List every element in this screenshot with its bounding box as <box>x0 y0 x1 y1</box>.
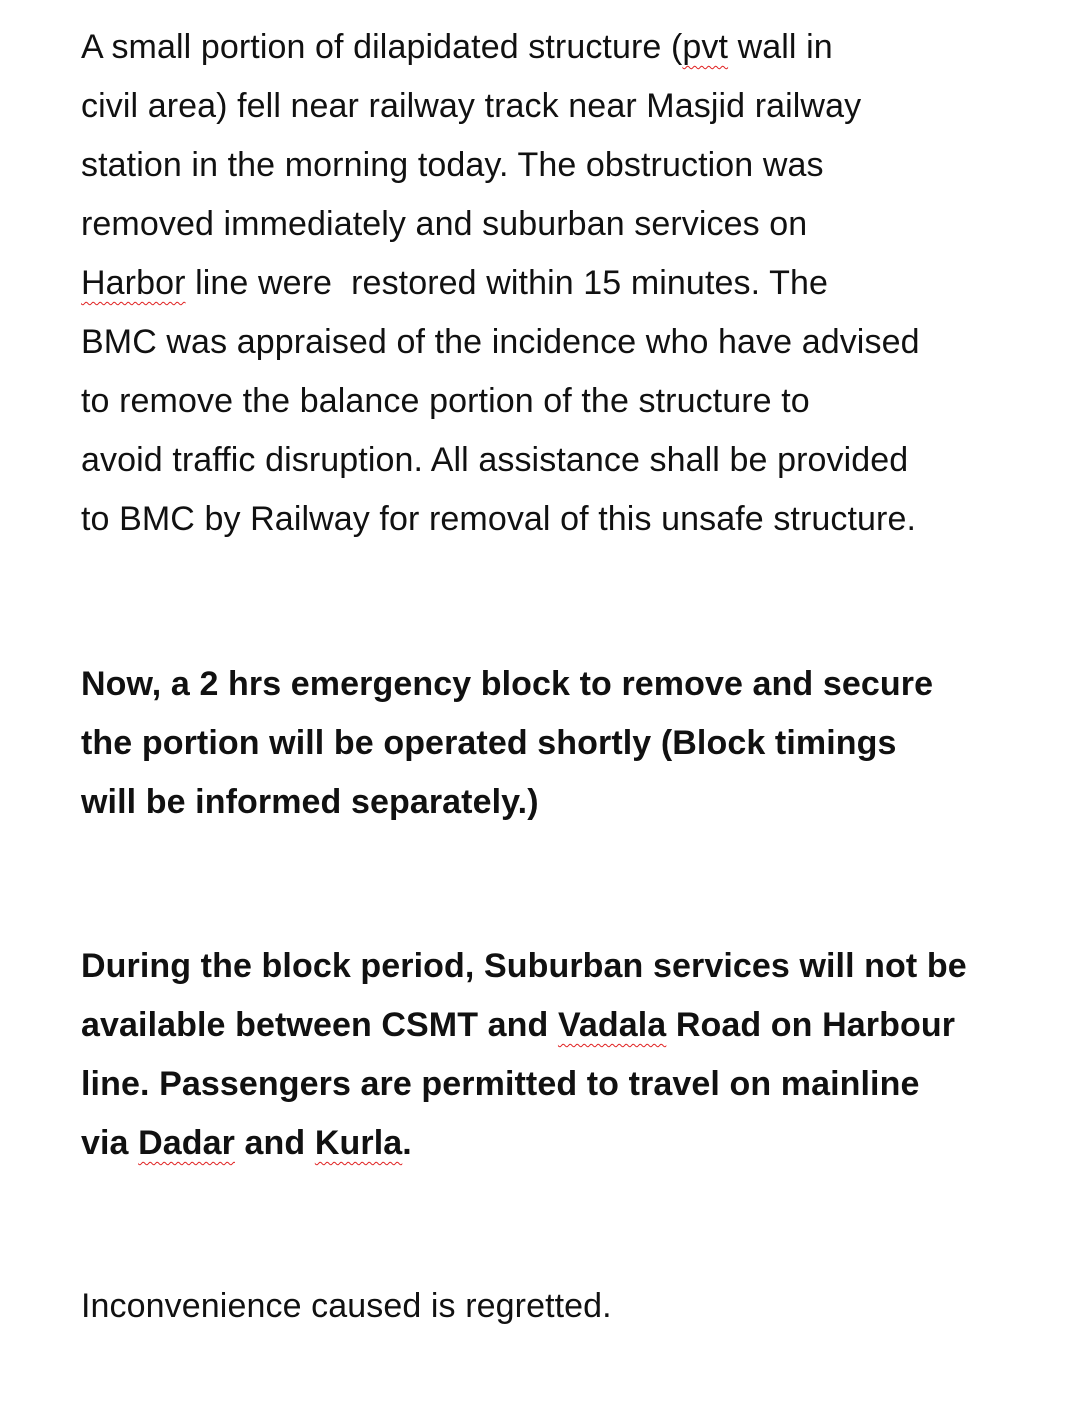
text-line: Harbor line were restored within 15 minutes. The <box>81 264 828 302</box>
text-line: During the block period, Suburban services will not be <box>81 947 967 985</box>
paragraph-incident-report <box>81 18 1041 549</box>
text-line: Inconvenience caused is regretted. <box>81 1287 612 1325</box>
paragraph-apology <box>81 1277 1041 1336</box>
text-line: station in the morning today. The obstruction was <box>81 146 824 184</box>
text-line: line. Passengers are permitted to travel on mainline <box>81 1065 920 1103</box>
paragraph-emergency-block <box>81 655 1041 832</box>
text-line: will be informed separately.) <box>81 783 539 821</box>
misspelled-word[interactable]: Dadar <box>138 1124 235 1162</box>
text-line: to remove the balance portion of the structure to <box>81 382 810 420</box>
text-line: avoid traffic disruption. All assistance shall be provided <box>81 441 909 479</box>
misspelled-word[interactable]: Vadala <box>557 1006 667 1044</box>
text-line: to BMC by Railway for removal of this unsafe structure. <box>81 500 917 538</box>
text-line: removed immediately and suburban services on <box>81 205 808 243</box>
misspelled-word[interactable]: Harbor <box>81 264 186 302</box>
text-line: the portion will be operated shortly (Block timings <box>81 724 897 762</box>
text-line: BMC was appraised of the incidence who have advised <box>81 323 920 361</box>
paragraph-service-impact <box>81 937 1041 1173</box>
text-line: civil area) fell near railway track near Masjid railway <box>81 87 862 125</box>
text-line: A small portion of dilapidated structure (pvt wall in <box>81 28 833 66</box>
text-line: via Dadar and Kurla. <box>81 1124 412 1162</box>
text-line: Now, a 2 hrs emergency block to remove and secure <box>81 665 934 703</box>
misspelled-word[interactable]: pvt <box>682 28 729 66</box>
misspelled-word[interactable]: Kurla <box>314 1124 403 1162</box>
text-line: available between CSMT and Vadala Road on Harbour <box>81 1006 956 1044</box>
